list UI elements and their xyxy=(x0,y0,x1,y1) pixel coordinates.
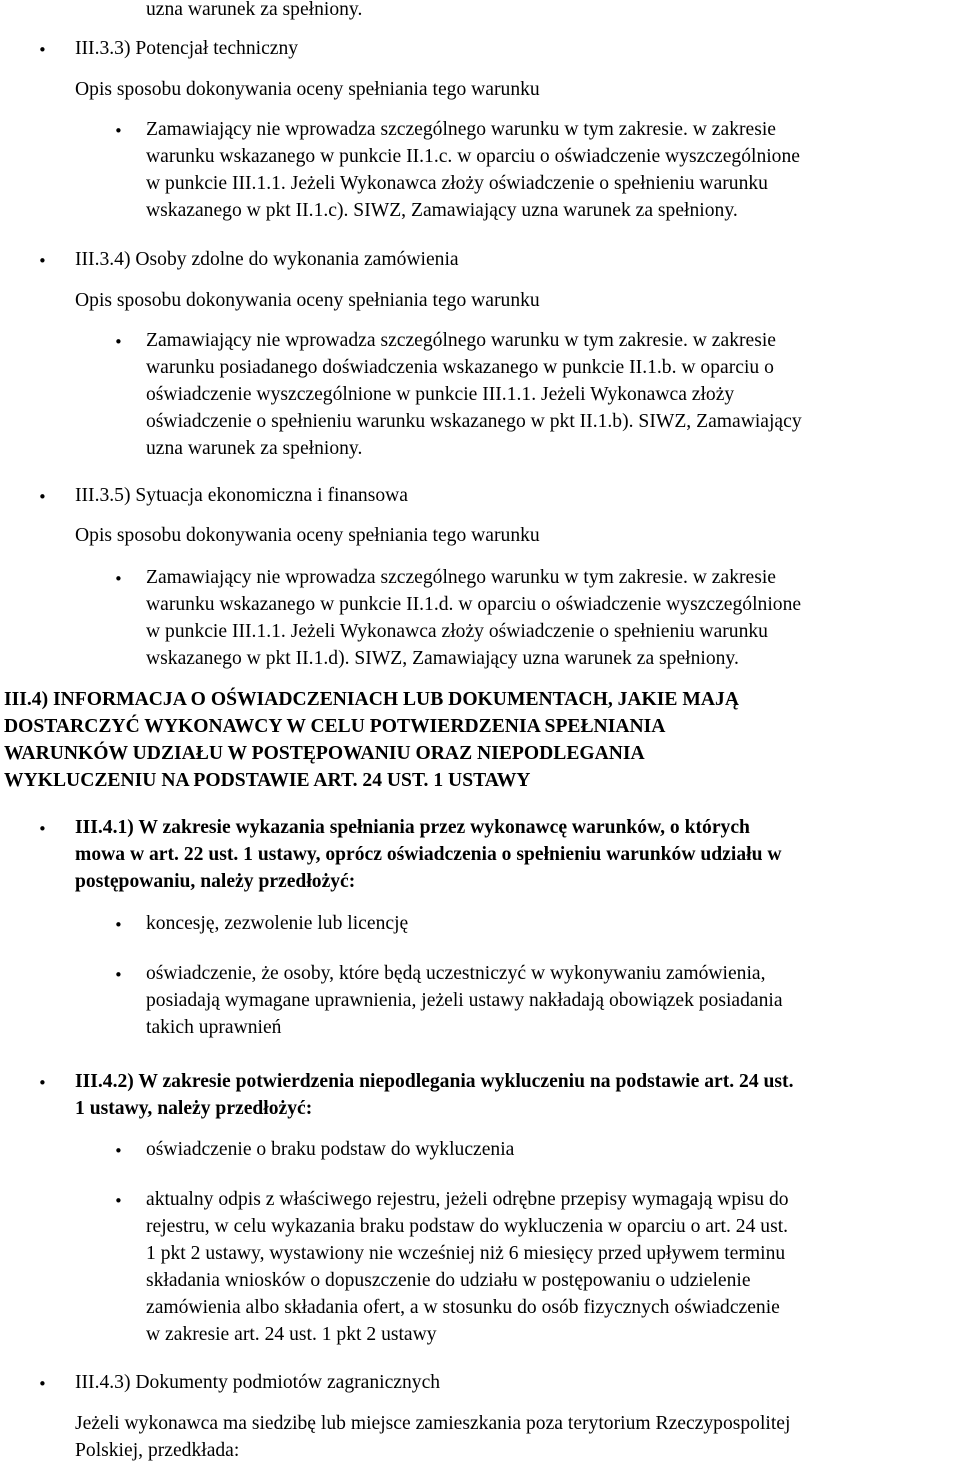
bullet-icon: • xyxy=(114,122,123,140)
bullet-icon: • xyxy=(38,1074,47,1092)
section-text-335: Zamawiający nie wprowadza szczególnego warunku w tym zakresie. w zakresie warunku wskazanego w punkcie II.1.d. w oparciu o oświadczenie wyszczególnione w punkcie III.1.1. Jeżeli Wykonawca złoży oświadczenie o spełnieniu warunku wskazanego w pkt II.1.d). SIWZ, Zamawiający uzna warunek za spełniony. xyxy=(146,567,802,669)
section-text-334: Zamawiający nie wprowadza szczególnego warunku w tym zakresie. w zakresie warunku posiadanego doświadczenia wskazanego w punkcie II.1.b. w oparciu o oświadczenie wyszczególnione w punkcie III.1.1. Jeżeli Wykonawca złoży oświadczenie o spełnieniu warunku wskazanego w pkt II.1.b). SIWZ, Zamawiający uzna warunek za spełniony. xyxy=(146,330,802,459)
section-heading-333: III.3.3) Potencjał techniczny xyxy=(75,38,299,59)
bullet-icon: • xyxy=(38,820,47,838)
opis-label: Opis sposobu dokonywania oceny spełniania tego warunku xyxy=(75,290,540,311)
list-item: oświadczenie o braku podstaw do wykluczenia xyxy=(146,1139,515,1160)
list-item: aktualny odpis z właściwego rejestru, jeżeli odrębne przepisy wymagają wpisu do rejestru, w celu wykazania braku podstaw do wykluczenia w oparciu o art. 24 ust. 1 pkt 2 ustawy, wystawiony nie wcześniej niż 6 miesięcy przed upływem terminu składania wniosków o dopuszczenie do udziału w postępowaniu o udzielenie zamówienia albo składania ofert, a w stosunku do osób fizycznych oświadczenie w zakresie art. 24 ust. 1 pkt 2 ustawy xyxy=(146,1189,789,1345)
opis-label: Opis sposobu dokonywania oceny spełniania tego warunku xyxy=(75,79,540,100)
bullet-icon: • xyxy=(38,41,47,59)
bullet-icon: • xyxy=(114,966,123,984)
section-heading-341: III.4.1) W zakresie wykazania spełniania przez wykonawcę warunków, o których mowa w art. 22 ust. 1 ustawy, oprócz oświadczenia o spełnieniu warunków udziału w postępowaniu, należy przedłożyć: xyxy=(75,817,782,892)
bullet-icon: • xyxy=(38,1375,47,1393)
bullet-icon: • xyxy=(114,916,123,934)
list-item: oświadczenie, że osoby, które będą uczestniczyć w wykonywaniu zamówienia, posiadają wymagane uprawnienia, jeżeli ustawy nakładają obowiązek posiadania takich uprawnień xyxy=(146,963,783,1038)
bullet-icon: • xyxy=(38,488,47,506)
bullet-icon: • xyxy=(114,1192,123,1210)
bullet-icon: • xyxy=(114,333,123,351)
paragraph: Jeżeli wykonawca ma siedzibę lub miejsce zamieszkania poza terytorium Rzeczypospolitej Polskiej, przedkłada: xyxy=(75,1413,791,1461)
section-heading-335: III.3.5) Sytuacja ekonomiczna i finansowa xyxy=(75,485,408,506)
section-heading-334: III.3.4) Osoby zdolne do wykonania zamówienia xyxy=(75,249,459,270)
top-fragment: uzna warunek za spełniony. xyxy=(146,0,363,20)
list-item: koncesję, zezwolenie lub licencję xyxy=(146,913,409,934)
opis-label: Opis sposobu dokonywania oceny spełniania tego warunku xyxy=(75,525,540,546)
bullet-icon: • xyxy=(114,570,123,588)
section-heading-34: III.4) INFORMACJA O OŚWIADCZENIACH LUB DOKUMENTACH, JAKIE MAJĄ DOSTARCZYĆ WYKONAWCY W CELU POTWIERDZENIA SPEŁNIANIA WARUNKÓW UDZIAŁU W POSTĘPOWANIU ORAZ NIEPODLEGANIA WYKLUCZENIU NA PODSTAWIE ART. 24 UST. 1 USTAWY xyxy=(4,689,739,791)
bullet-icon: • xyxy=(38,252,47,270)
section-heading-342: III.4.2) W zakresie potwierdzenia niepodlegania wykluczeniu na podstawie art. 24 ust. 1 ustawy, należy przedłożyć: xyxy=(75,1071,794,1119)
section-text-333: Zamawiający nie wprowadza szczególnego warunku w tym zakresie. w zakresie warunku wskazanego w punkcie II.1.c. w oparciu o oświadczenie wyszczególnione w punkcie III.1.1. Jeżeli Wykonawca złoży oświadczenie o spełnieniu warunku wskazanego w pkt II.1.c). SIWZ, Zamawiający uzna warunek za spełniony. xyxy=(146,119,800,221)
section-heading-343: III.4.3) Dokumenty podmiotów zagranicznych xyxy=(75,1372,441,1393)
bullet-icon: • xyxy=(114,1142,123,1160)
